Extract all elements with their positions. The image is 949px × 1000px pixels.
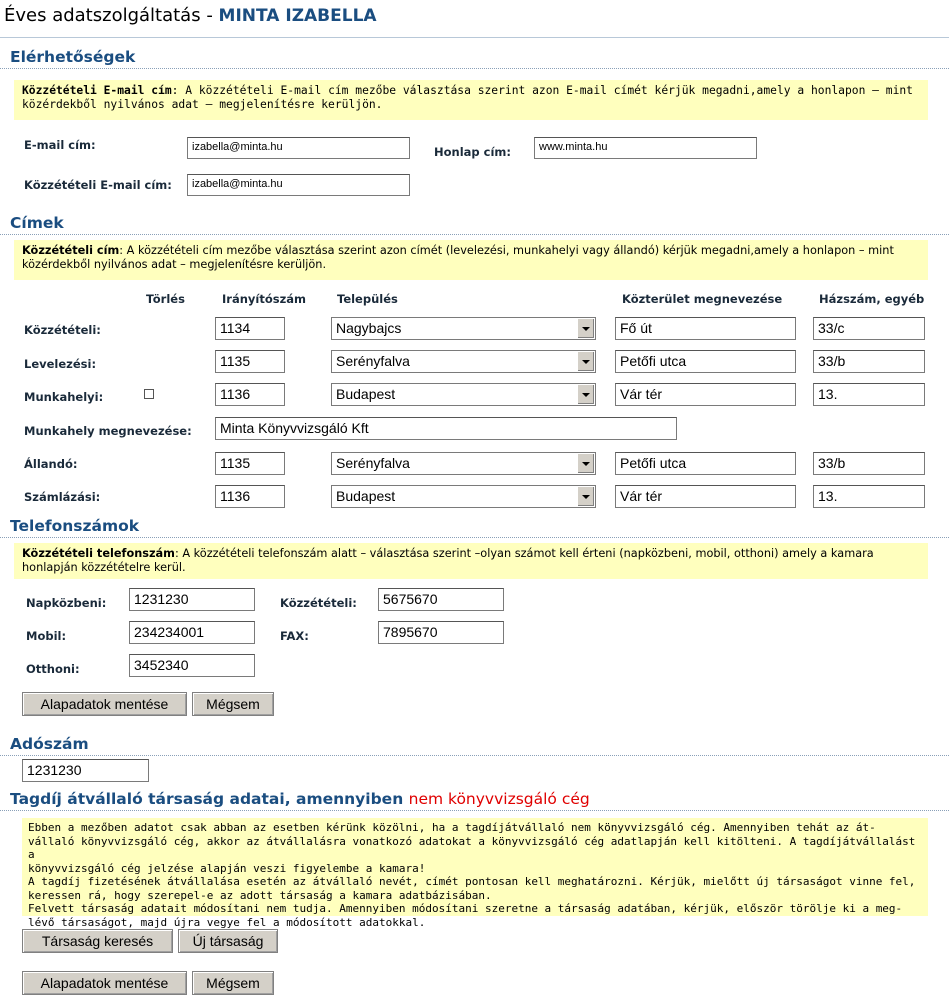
city-select[interactable]: Serényfalva: [331, 452, 596, 475]
addresses-heading: Címek: [10, 214, 64, 232]
public-phone-input[interactable]: 5675670: [378, 588, 504, 611]
search-company-button[interactable]: Társaság keresés: [22, 929, 173, 953]
daytime-phone-input[interactable]: 1231230: [129, 588, 255, 611]
company-note-line: keressen rá, hogy szerepel-e az adott társaság a kamara adatbázisában.: [28, 888, 492, 902]
street-input[interactable]: Petőfi utca: [615, 452, 796, 475]
save-button[interactable]: Alapadatok mentése: [22, 971, 187, 995]
number-input[interactable]: 13.: [813, 383, 925, 406]
col-city: Település: [337, 292, 398, 306]
fax-input[interactable]: 7895670: [378, 621, 504, 644]
company-divider: [0, 810, 949, 811]
chevron-down-icon[interactable]: [577, 487, 594, 506]
phones-note: Közzétételi telefonszám: A közzétételi telefonszám alatt – választása szerint –olyan számot kell érteni (napközbeni, mobil, otthoni) amely a kamara honlapján közzétételre kerül.: [14, 543, 928, 579]
contacts-divider: [0, 68, 949, 69]
chevron-down-icon[interactable]: [577, 385, 594, 404]
zip-input[interactable]: 1134: [215, 317, 285, 340]
contacts-heading: Elérhetőségek: [10, 48, 136, 66]
title-divider: [0, 37, 949, 38]
tax-number-input[interactable]: 1231230: [22, 759, 149, 782]
zip-input[interactable]: 1135: [215, 350, 285, 373]
fax-label: FAX:: [280, 629, 309, 643]
workplace-name-label: Munkahely megnevezése:: [24, 424, 192, 438]
number-input[interactable]: 13.: [813, 485, 925, 508]
number-input[interactable]: 33/b: [813, 350, 925, 373]
phones-heading: Telefonszámok: [10, 517, 140, 535]
zip-input[interactable]: 1136: [215, 485, 285, 508]
chevron-down-icon[interactable]: [577, 352, 594, 371]
public-phone-label: Közzétételi:: [280, 596, 357, 610]
website-label: Honlap cím:: [434, 145, 511, 159]
home-phone-input[interactable]: 3452340: [129, 654, 255, 677]
company-note-line: könyvvizsgáló cég jelzése alapján veszi figyelembe a kamara!: [28, 861, 426, 875]
delete-checkbox[interactable]: [144, 389, 154, 399]
addresses-note: Közzétételi cím: A közzétételi cím mezőbe választása szerint azon címét (levelezési, munkahelyi vagy állandó) kérjük megadni,amely a honlapon – mint közérdekből nyilvános adat – megjelenítésre kerüljön.: [14, 240, 928, 280]
address-row-label: Levelezési:: [24, 357, 97, 371]
chevron-down-icon[interactable]: [577, 319, 594, 338]
tax-divider: [0, 755, 949, 756]
save-button[interactable]: Alapadatok mentése: [22, 692, 187, 716]
number-input[interactable]: 33/b: [813, 452, 925, 475]
contacts-note: Közzétételi E-mail cím: A közzétételi E-mail cím mezőbe választása szerint azon E-mail címét kérjük megadni,amely a honlapon – mint közérdekből nyilvános adat – megjelenítésre kerüljön.: [14, 80, 928, 120]
cancel-button[interactable]: Mégsem: [192, 692, 274, 716]
street-input[interactable]: Petőfi utca: [615, 350, 796, 373]
phones-divider: [0, 537, 949, 538]
cancel-button[interactable]: Mégsem: [192, 971, 274, 995]
company-note-line: A tagdíj fizetésének átvállalása esetén az átvállaló nevét, címét pontosan kell meghatározni. Kérjük, mielőtt új társaságot vinne fel,: [28, 875, 916, 888]
address-row-label: Munkahelyi:: [24, 390, 104, 404]
email-input[interactable]: izabella@minta.hu: [187, 137, 410, 159]
col-street: Közterület megnevezése: [622, 292, 783, 306]
chevron-down-icon[interactable]: [577, 454, 594, 473]
home-phone-label: Otthoni:: [26, 662, 80, 676]
user-name: MINTA IZABELLA: [218, 6, 377, 26]
street-input[interactable]: Vár tér: [615, 383, 796, 406]
address-row-label: Közzétételi:: [24, 323, 101, 337]
company-heading: Tagdíj átvállaló társaság adatai, amennyiben nem könyvvizsgáló cég: [10, 790, 590, 808]
company-note: [22, 818, 928, 929]
daytime-phone-label: Napközbeni:: [26, 596, 107, 610]
city-select[interactable]: Nagybajcs: [331, 317, 596, 340]
col-zip: Irányítószám: [222, 292, 307, 306]
number-input[interactable]: 33/c: [813, 317, 925, 340]
addresses-divider: [0, 234, 949, 235]
email-label: E-mail cím:: [24, 138, 96, 152]
page-title: Éves adatszolgáltatás - MINTA IZABELLA: [4, 5, 377, 26]
mobile-phone-input[interactable]: 234234001: [129, 621, 255, 644]
zip-input[interactable]: 1135: [215, 452, 285, 475]
website-input[interactable]: www.minta.hu: [534, 137, 757, 159]
mobile-phone-label: Mobil:: [26, 629, 67, 643]
workplace-name-input[interactable]: Minta Könyvvizsgáló Kft: [215, 417, 677, 440]
company-note-line: lévő társaságot, majd újra vegye fel a módosított adatokkal.: [28, 915, 426, 929]
city-select[interactable]: Budapest: [331, 485, 596, 508]
street-input[interactable]: Fő út: [615, 317, 796, 340]
public-email-input[interactable]: izabella@minta.hu: [187, 174, 410, 196]
company-note-line: Felvett társaság adatait módosítani nem tudja. Amennyiben módosítani szeretne a társaság adatában, kérjük, először törölje ki a meg-: [28, 902, 903, 915]
address-row-label: Számlázási:: [24, 490, 101, 504]
new-company-button[interactable]: Új társaság: [178, 929, 278, 953]
company-note-line: vállaló könyvvizsgáló cég, akkor az átvállalásra vonatkozó adatokat a könyvvizsgáló cég adatlapján kell kitölteni. A tagdíjátvállalást a: [28, 834, 916, 861]
tax-heading: Adószám: [10, 735, 89, 753]
city-select[interactable]: Budapest: [331, 383, 596, 406]
company-note-line: Ebben a mezőben adatot csak abban az esetben kérünk közölni, ha a tagdíjátvállaló nem könyvvizsgáló cég. Amennyiben tehát az át-: [28, 821, 876, 834]
company-heading-highlight: nem könyvvizsgáló cég: [408, 790, 590, 808]
street-input[interactable]: Vár tér: [615, 485, 796, 508]
zip-input[interactable]: 1136: [215, 383, 285, 406]
address-row-label: Állandó:: [24, 457, 78, 471]
col-delete: Törlés: [146, 292, 185, 306]
city-select[interactable]: Serényfalva: [331, 350, 596, 373]
public-email-label: Közzétételi E-mail cím:: [24, 178, 172, 192]
col-number: Házszám, egyéb: [819, 292, 925, 306]
